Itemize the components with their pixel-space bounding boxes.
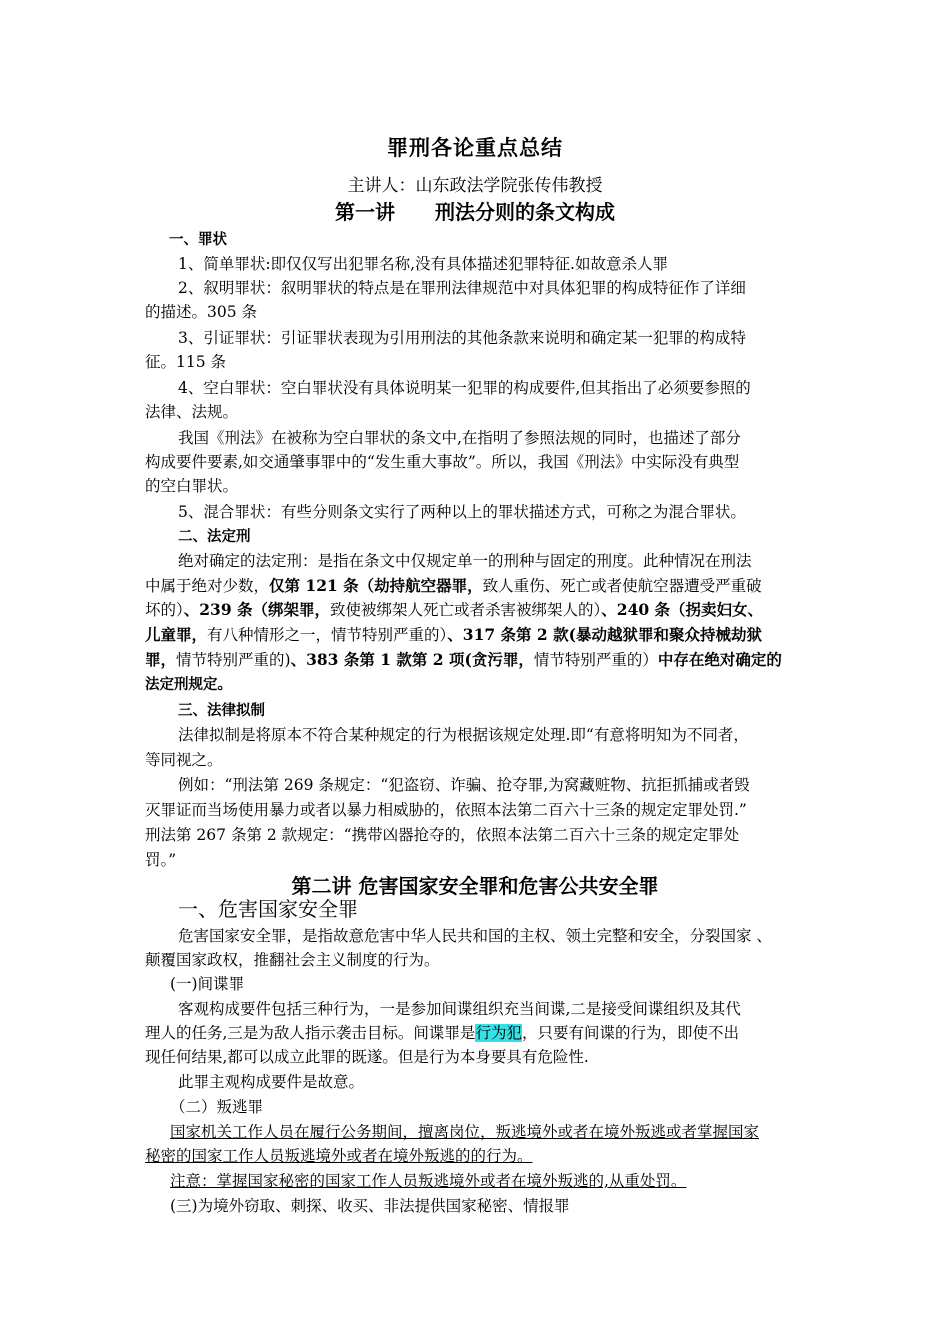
paragraph-line: 危害国家安全罪，是指故意危害中华人民共和国的主权、领土完整和安全，分裂国家 、 — [178, 927, 772, 945]
paragraph-line: 刑法第 267 条第 2 款规定：“携带凶器抢夺的，依照本法第二百六十三条的规定定罪处 — [145, 826, 740, 844]
paragraph-line: 法律拟制是将原本不符合某种规定的行为根据该规定处理.即“有意将明知为不同者， — [178, 726, 749, 744]
subsection-heading: （二）叛逃罪 — [170, 1098, 264, 1116]
paragraph-line: 5、混合罪状：有些分则条文实行了两种以上的罪状描述方式，可称之为混合罪状。 — [178, 503, 746, 521]
paragraph-line: 法定刑规定。 — [145, 677, 232, 693]
paragraph-line: 法律、法规。 — [145, 403, 239, 421]
paragraph-line: 客观构成要件包括三种行为，一是参加间谍组织充当间谍,二是接受间谍组织及其代 — [178, 1000, 741, 1018]
paragraph-line: 2、叙明罪状：叙明罪状的特点是在罪刑法律规范中对具体犯罪的构成特征作了详细 — [178, 279, 746, 297]
paragraph-line: 罚。” — [145, 851, 177, 869]
subsection-heading: (三)为境外窃取、刺探、收买、非法提供国家秘密、情报罪 — [170, 1197, 570, 1215]
paragraph-line: 的空白罪状。 — [145, 477, 239, 495]
paragraph-line: 1、简单罪状:即仅仅写出犯罪名称,没有具体描述犯罪特征.如故意杀人罪 — [178, 255, 668, 273]
paragraph-line: 理人的任务,三是为敌人指示袭击目标。间谍罪是行为犯，只要有间谍的行为，即使不出 — [145, 1024, 739, 1042]
paragraph-line: 此罪主观构成要件是故意。 — [178, 1073, 365, 1091]
paragraph-line: 秘密的国家工作人员叛逃境外或者在境外叛逃的的行为。 — [145, 1147, 533, 1165]
paragraph-line: 儿童罪，有八种情形之一，情节特别严重的）、317 条第 2 款(暴动越狱罪和聚众持械劫狱 — [145, 625, 762, 644]
paragraph-line: 3、引证罪状：引证罪状表现为引用刑法的其他条款来说明和确定某一犯罪的构成特 — [178, 329, 746, 347]
paragraph-line: 中属于绝对少数，仅第 121 条（劫持航空器罪，致人重伤、死亡或者使航空器遭受严重破 — [145, 576, 762, 595]
paragraph-line: 绝对确定的法定刑：是指在条文中仅规定单一的刑种与固定的刑度。此种情况在刑法 — [178, 552, 752, 570]
paragraph-line: 征。115 条 — [145, 353, 227, 371]
paragraph-line: 构成要件要素,如交通肇事罪中的“发生重大事故”。所以，我国《刑法》中实际没有典型 — [145, 453, 740, 471]
section-heading-guojia-anquan: 一、危害国家安全罪 — [178, 897, 358, 921]
lecture-2-heading: 第二讲 危害国家安全罪和危害公共安全罪 — [291, 874, 659, 898]
document-title: 罪刑各论重点总结 — [387, 136, 563, 160]
paragraph-line: 我国《刑法》在被称为空白罪状的条文中,在指明了参照法规的同时，也描述了部分 — [178, 429, 741, 447]
paragraph-line: 国家机关工作人员在履行公务期间，擅离岗位，叛逃境外或者在境外叛逃或者掌握国家 — [170, 1123, 760, 1141]
paragraph-line: 等同视之。 — [145, 751, 223, 769]
paragraph-line: 的描述。305 条 — [145, 303, 258, 321]
section-heading-fadingxing: 二、法定刑 — [178, 529, 251, 545]
lecture-1-heading: 第一讲 刑法分则的条文构成 — [335, 200, 615, 224]
lecturer-line: 主讲人：山东政法学院张传伟教授 — [347, 176, 603, 196]
section-heading-falvnizhi: 三、法律拟制 — [178, 703, 265, 719]
paragraph-line: 现任何结果,都可以成立此罪的既遂。但是行为本身要具有危险性. — [145, 1048, 589, 1066]
paragraph-line: 例如：“刑法第 269 条规定：“犯盗窃、诈骗、抢夺罪,为窝藏赃物、抗拒抓捕或者毁 — [178, 776, 750, 794]
subsection-heading: (一)间谍罪 — [170, 975, 245, 993]
paragraph-line: 灭罪证而当场使用暴力或者以暴力相威胁的，依照本法第二百六十三条的规定定罪处罚.” — [145, 801, 747, 819]
paragraph-line: 注意：掌握国家秘密的国家工作人员叛逃境外或者在境外叛逃的,从重处罚。 — [170, 1172, 687, 1190]
paragraph-line: 颠覆国家政权，推翻社会主义制度的行为。 — [145, 951, 440, 969]
paragraph-line: 坏的）、239 条（绑架罪，致使被绑架人死亡或者杀害被绑架人的）、240 条（拐卖妇女、 — [145, 600, 764, 619]
section-heading-zuizhuang: 一、罪状 — [169, 232, 227, 248]
highlighted-text: 行为犯 — [475, 1024, 522, 1042]
paragraph-line: 4、空白罪状：空白罪状没有具体说明某一犯罪的构成要件,但其指出了必须要参照的 — [178, 379, 751, 397]
paragraph-line: 罪，情节特别严重的)、383 条第 1 款第 2 项(贪污罪，情节特别严重的）中存在绝对确定的 — [145, 650, 782, 669]
